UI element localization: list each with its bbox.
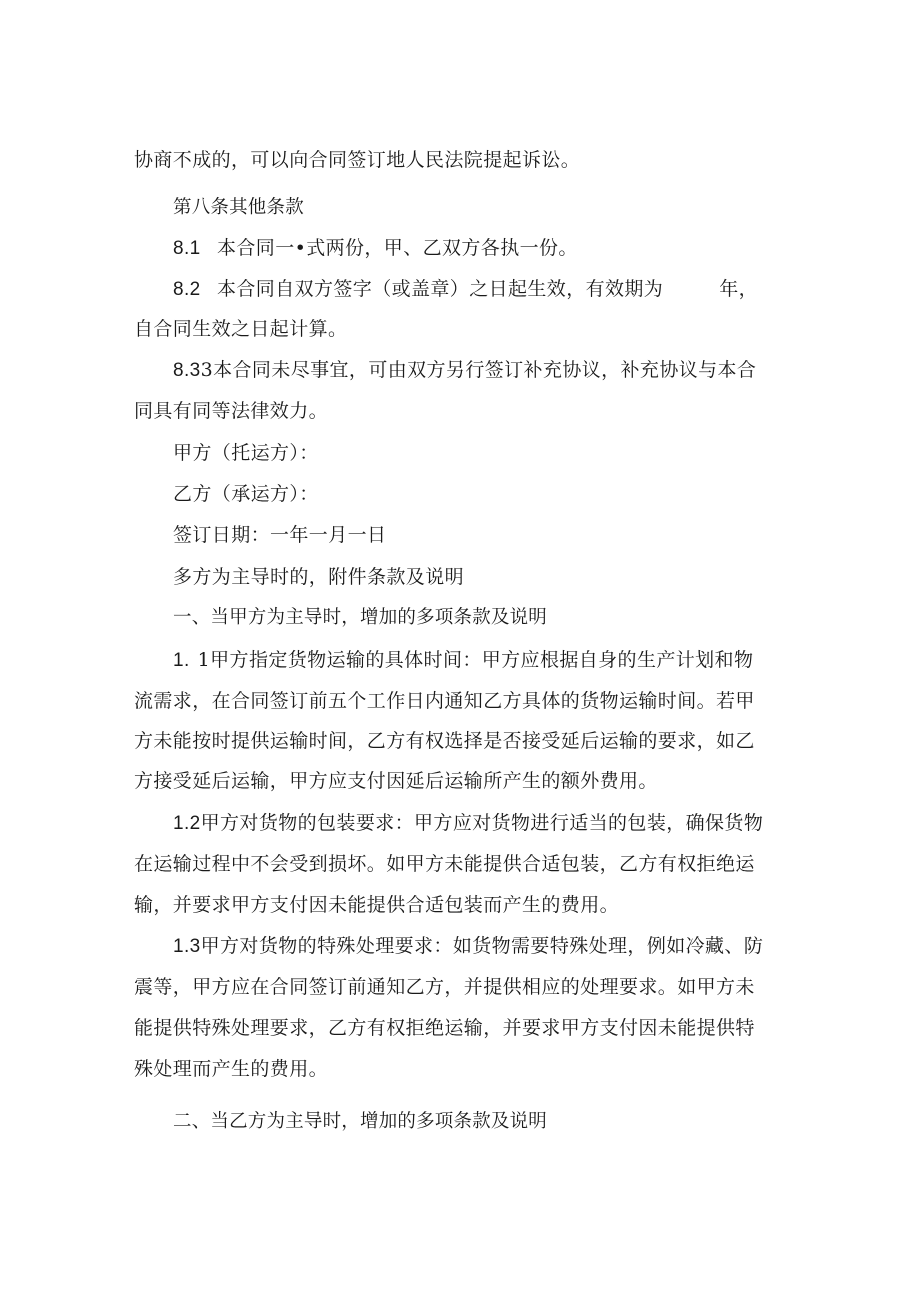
item-1-3-line: 能提供特殊处理要求，乙方有权拒绝运输，并要求甲方支付因未能提供特 (134, 1017, 755, 1039)
clause-8-2 (173, 277, 758, 302)
clause-8-1 (173, 236, 578, 261)
party-b-label: 乙方（承运方）： (173, 483, 319, 505)
item-1-2-line: 输，并要求甲方支付因未能提供合适包装而产生的费用。 (134, 894, 620, 916)
item-1-3 (173, 934, 763, 959)
clause-text: 3本合同未尽事宜，可由双方另行签订补充协议，补充协议与本合 (200, 359, 757, 381)
clause-number: 8.1 (173, 238, 201, 259)
article-8-heading: 第八条其他条款 (173, 197, 304, 218)
item-1-1-line: 方未能按时提供运输时间，乙方有权选择是否接受延后运输的要求，如乙 (134, 730, 755, 752)
item-number: 1.3 (173, 936, 201, 957)
clause-text-tail: 年， (719, 278, 759, 300)
item-1-3-line: 震等，甲方应在合同签订前通知乙方，并提供相应的处理要求。如甲方未 (134, 976, 755, 998)
clause-8-3 (173, 358, 756, 383)
sign-date: 签订日期：一年一月一日 (173, 524, 387, 546)
item-1-2 (173, 811, 763, 836)
item-1-2-line: 在运输过程中不会受到损坏。如甲方未能提供合适包装，乙方有权拒绝运 (134, 853, 755, 875)
item-number: 1. (173, 650, 190, 671)
clause-text: 本合同自双方签字（或盖章）之日起生效，有效期为 (217, 278, 664, 300)
section-1-heading: 一、当甲方为主导时，增加的多项条款及说明 (173, 607, 548, 628)
item-text: 甲方对货物的特殊处理要求：如货物需要特殊处理，例如冷藏、防 (200, 935, 764, 957)
item-text: 甲方对货物的包装要求：甲方应对货物进行适当的包装，确保货物 (200, 812, 764, 834)
item-1-1-line: 方接受延后运输，甲方应支付因延后运输所产生的额外费用。 (134, 770, 658, 792)
clause-text: 本合同一•式两份，甲、乙双方各执一份。 (217, 237, 578, 259)
clause-8-2-cont: 自合同生效之日起计算。 (134, 318, 348, 340)
item-text: 1甲方指定货物运输的具体时间：甲方应根据自身的生产计划和物 (197, 649, 754, 671)
item-1-1-line: 流需求，在合同签订前五个工作日内通知乙方具体的货物运输时间。若甲 (134, 690, 755, 712)
clause-number: 8.2 (173, 279, 201, 300)
item-number: 1.2 (173, 813, 201, 834)
item-1-3-line: 殊处理而产生的费用。 (134, 1058, 329, 1080)
annex-title: 多方为主导时的，附件条款及说明 (173, 566, 465, 588)
clause-8-3-cont: 同具有同等法律效力。 (134, 400, 329, 422)
section-2-heading: 二、当乙方为主导时，增加的多项条款及说明 (173, 1111, 548, 1132)
clause-number: 8.3 (173, 360, 201, 381)
item-1-1 (173, 648, 753, 673)
paragraph-line: 协商不成的，可以向合同签订地人民法院提起诉讼。 (134, 149, 581, 171)
party-a-label: 甲方（托运方）： (173, 442, 319, 464)
